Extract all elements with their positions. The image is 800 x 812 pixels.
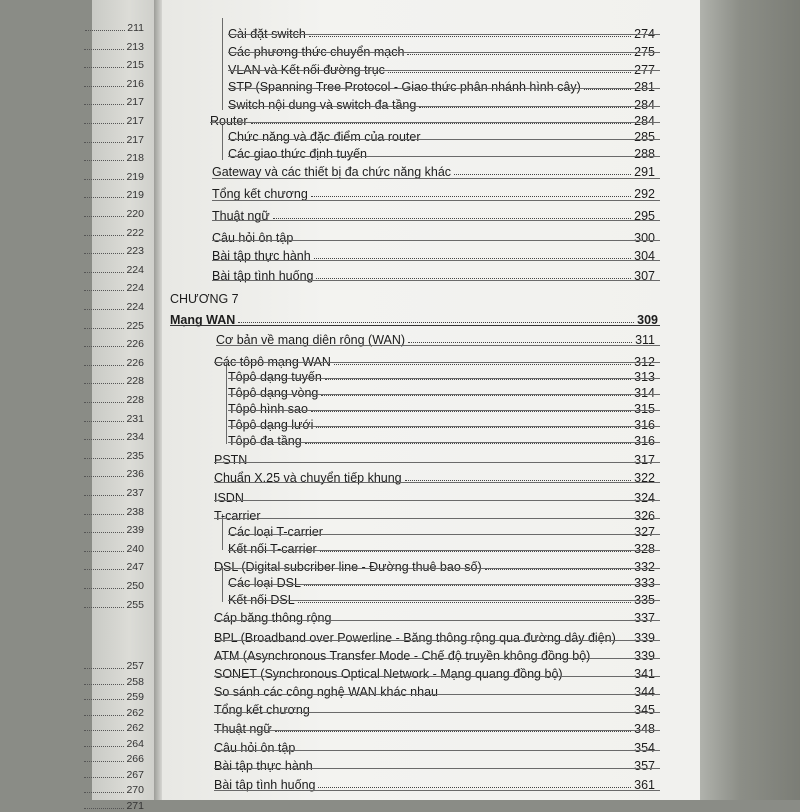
- dot-leader: [304, 585, 631, 586]
- toc-entry-page: 333: [634, 576, 655, 590]
- facing-page-number: 231: [126, 412, 144, 425]
- toc-entry: [214, 681, 655, 699]
- toc-entry: [228, 430, 655, 448]
- entry-underline: [214, 730, 660, 731]
- toc-entry: [214, 627, 655, 645]
- toc-entry-label: Tôpô dạng vòng: [228, 386, 319, 400]
- toc-entry-page: 292: [634, 187, 655, 201]
- entry-underline: [212, 260, 660, 261]
- toc-entry-page: 312: [634, 355, 655, 369]
- toc-entry-label: Tổng kết chương: [214, 703, 310, 717]
- facing-page-number: 236: [126, 468, 144, 481]
- facing-page-number: 239: [126, 524, 144, 537]
- entry-underline: [228, 426, 660, 427]
- facing-page-number: 218: [126, 152, 144, 165]
- toc-entry-page: 335: [634, 593, 655, 607]
- entry-underline: [228, 70, 660, 71]
- facing-page-number: 235: [126, 449, 144, 462]
- facing-page-number: 225: [126, 319, 144, 332]
- entry-underline: [228, 139, 660, 140]
- toc-entry-page: 354: [634, 741, 655, 755]
- dot-leader: [318, 787, 631, 788]
- toc-entry-page: 314: [634, 386, 655, 400]
- facing-page-number: 217: [126, 96, 144, 109]
- facing-page-number: 216: [126, 77, 144, 90]
- dot-leader: [419, 107, 631, 108]
- entry-underline: [212, 240, 660, 241]
- facing-page-edge: [92, 0, 154, 812]
- toc-entry-page: 341: [634, 667, 655, 681]
- chapter-title: Mạng WAN: [170, 313, 236, 327]
- toc-entry: [228, 538, 655, 556]
- entry-underline: [214, 620, 660, 621]
- toc-entry-page: 315: [634, 402, 655, 416]
- toc-entry-page: 339: [634, 649, 655, 663]
- toc-entry-label: Tổng kết chương: [212, 187, 308, 201]
- dot-leader: [405, 480, 632, 481]
- toc-entry-label: Các loại DSL: [228, 576, 301, 590]
- toc-entry-page: 307: [634, 269, 655, 283]
- facing-page-number: 220: [126, 208, 144, 220]
- section-bar: [222, 124, 223, 160]
- toc-entry-page: 357: [634, 759, 655, 773]
- dot-leader: [311, 196, 631, 197]
- toc-entry-page: 317: [634, 453, 655, 467]
- toc-entry-label: SONET (Synchronous Optical Network - Mạng quang đồng bộ): [214, 667, 563, 681]
- toc-entry-page: 274: [634, 27, 655, 41]
- entry-underline: [228, 106, 660, 107]
- entry-underline: [214, 362, 660, 363]
- dot-leader: [298, 602, 631, 603]
- dot-leader: [321, 395, 631, 396]
- dot-leader: [408, 342, 632, 343]
- dot-leader: [309, 36, 631, 37]
- facing-page-number: 237: [126, 487, 144, 499]
- toc-entry-label: VLAN và Kết nối đường trục: [228, 63, 385, 77]
- toc-entry-label: Thuật ngữ: [212, 209, 270, 223]
- facing-page-number: 234: [126, 431, 144, 444]
- facing-page-number: 219: [126, 189, 144, 202]
- toc-entry-label: Tôpô dạng lưới: [228, 418, 314, 432]
- toc-entry-label: T-carrier: [214, 509, 261, 523]
- background-surface: [700, 0, 800, 800]
- facing-page-number: 213: [126, 40, 144, 53]
- toc-entry: [212, 161, 655, 179]
- toc-entry-label: Bài tập thực hành: [214, 759, 313, 773]
- toc-entry: [228, 572, 655, 590]
- toc-entry-page: 281: [634, 80, 655, 94]
- facing-page-number: 262: [126, 706, 144, 719]
- dot-leader: [485, 569, 632, 570]
- toc-entry-label: Cài đặt switch: [228, 27, 306, 41]
- toc-entry: [214, 737, 655, 755]
- facing-page-number: 217: [126, 133, 144, 146]
- entry-underline: [214, 482, 660, 483]
- toc-entry-page: 348: [634, 722, 655, 736]
- toc-entry: [214, 699, 655, 717]
- toc-entry: [214, 487, 655, 505]
- toc-entry-label: Bài tập thực hành: [212, 249, 311, 263]
- entry-underline: [212, 280, 660, 281]
- toc-entry-label: Các giao thức định tuyến: [228, 147, 368, 161]
- toc-entry-label: So sánh các công nghệ WAN khác nhau: [214, 685, 438, 699]
- facing-page-number: 215: [126, 59, 144, 72]
- entry-underline: [228, 156, 660, 157]
- dot-leader: [314, 258, 631, 259]
- entry-underline: [214, 750, 660, 751]
- facing-page-number: 211: [127, 22, 144, 34]
- toc-entry-label: Kết nối DSL: [228, 593, 295, 607]
- toc-entry-label: Bài tập tình huống: [214, 778, 316, 792]
- facing-page-number: 259: [126, 691, 144, 703]
- dot-leader: [275, 731, 631, 732]
- dot-leader: [311, 411, 631, 412]
- entry-underline: [214, 568, 660, 569]
- section-bar: [222, 18, 223, 110]
- toc-entry-page: 328: [634, 542, 655, 556]
- facing-page-number: 264: [126, 737, 144, 750]
- entry-underline: [214, 768, 660, 769]
- toc-entry-page: 288: [634, 147, 655, 161]
- toc-entry-label: Switch nội dung và switch đa tầng: [228, 98, 417, 112]
- facing-page-number: 255: [126, 598, 144, 611]
- toc-entry-label: PSTN: [214, 453, 248, 467]
- dot-leader: [584, 89, 631, 90]
- toc-entry: [214, 449, 655, 467]
- toc-entry-page: 295: [634, 209, 655, 223]
- facing-page-number: 240: [126, 542, 144, 555]
- entry-underline: [214, 500, 660, 501]
- dot-leader: [320, 551, 631, 552]
- entry-underline: [214, 462, 660, 463]
- facing-page-number: 257: [126, 660, 144, 672]
- dot-leader: [273, 218, 631, 219]
- toc-entry-label: Bài tập tình huống: [212, 269, 314, 283]
- toc-entry: [214, 645, 655, 663]
- entry-underline: [214, 658, 660, 659]
- entry-underline: [212, 200, 660, 201]
- facing-page-number: 250: [126, 580, 144, 592]
- dot-leader: [305, 443, 631, 444]
- facing-page-number: 270: [126, 784, 144, 796]
- entry-underline: [214, 676, 660, 677]
- facing-page-number: 219: [126, 170, 144, 183]
- toc-entry: [214, 663, 655, 681]
- toc-entry-page: 316: [634, 418, 655, 432]
- toc-entry-page: 316: [634, 434, 655, 448]
- entry-underline: [228, 88, 660, 89]
- toc-entry-label: Chuẩn X.25 và chuyển tiếp khung: [214, 471, 402, 485]
- toc-entry-page: 275: [634, 45, 655, 59]
- facing-page-number: 224: [126, 282, 144, 295]
- toc-entry-label: Các loại T-carrier: [228, 525, 323, 539]
- toc-entry-page: 300: [634, 231, 655, 245]
- entry-underline: [228, 600, 660, 601]
- toc-entry: [228, 59, 655, 77]
- entry-underline: [228, 410, 660, 411]
- facing-page-number: 271: [126, 799, 144, 812]
- entry-underline: [228, 550, 660, 551]
- facing-page-number: 266: [126, 753, 144, 765]
- facing-page-number: 224: [126, 301, 144, 313]
- entry-underline: [216, 345, 660, 346]
- toc-entry-page: 326: [634, 509, 655, 523]
- toc-entry-label: Thuật ngữ: [214, 722, 272, 736]
- toc-entry-page: 332: [634, 560, 655, 574]
- toc-entry-label: Chức năng và đặc điểm của router: [228, 130, 421, 144]
- toc-entry: [228, 521, 655, 539]
- dot-leader: [454, 174, 631, 175]
- toc-entry: [212, 227, 655, 245]
- toc-entry-label: Cáp băng thông rộng: [214, 611, 332, 625]
- toc-entry: [228, 143, 655, 161]
- facing-page-number: 258: [126, 675, 144, 688]
- toc-entry-page: 285: [634, 130, 655, 144]
- entry-underline: [212, 220, 660, 221]
- toc-entry: [214, 607, 655, 625]
- toc-entry: [214, 718, 655, 736]
- toc-entry-label: ATM (Asynchronous Transfer Mode - Chế độ truyền không đồng bộ): [214, 649, 591, 663]
- facing-page-number: 222: [126, 226, 144, 239]
- toc-entry-label: Câu hỏi ôn tập: [212, 231, 294, 245]
- toc-entry: [228, 41, 655, 59]
- toc-entry-label: Tôpô hình sao: [228, 402, 308, 416]
- toc-entry-label: Các tôpô mạng WAN: [214, 355, 331, 369]
- toc-entry-label: DSL (Digital subcriber line - Đường thuê bao số): [214, 560, 482, 574]
- facing-page-number: 226: [126, 356, 144, 369]
- entry-underline: [228, 442, 660, 443]
- toc-entry-page: 324: [634, 491, 655, 505]
- entry-underline: [228, 378, 660, 379]
- toc-entry-page: 327: [634, 525, 655, 539]
- dot-leader: [388, 72, 631, 73]
- dot-leader: [251, 123, 632, 124]
- entry-underline: [214, 790, 660, 791]
- entry-underline: [228, 52, 660, 53]
- entry-underline: [214, 640, 660, 641]
- facing-page-number: 267: [126, 768, 144, 781]
- toc-entry-label: Các phương thức chuyển mạch: [228, 45, 405, 59]
- facing-page-number: 224: [126, 263, 144, 276]
- entry-underline: [228, 394, 660, 395]
- facing-page-number: 238: [126, 505, 144, 518]
- facing-page-number: 228: [126, 375, 144, 388]
- facing-page-number: 247: [126, 561, 144, 574]
- facing-page-number: 228: [126, 394, 144, 406]
- toc-entry: [228, 589, 655, 607]
- toc-entry-page: 277: [634, 63, 655, 77]
- toc-entry-page: 311: [635, 333, 655, 347]
- entry-underline: [214, 518, 660, 519]
- entry-underline: [210, 122, 660, 123]
- toc-entry-page: 344: [634, 685, 655, 699]
- dot-leader: [407, 54, 631, 55]
- toc-entry: [228, 126, 655, 144]
- dot-leader: [334, 364, 631, 365]
- toc-entry-label: Kết nối T-carrier: [228, 542, 317, 556]
- chapter-rule: [170, 325, 660, 326]
- dot-leader: [316, 278, 631, 279]
- toc-entry: [212, 183, 655, 201]
- entry-underline: [214, 712, 660, 713]
- toc-entry: [214, 755, 655, 773]
- toc-entry-label: Gateway và các thiết bị đa chức năng khác: [212, 165, 452, 179]
- toc-entry-page: 284: [634, 114, 655, 128]
- section-bar: [226, 362, 227, 444]
- toc-entry: [228, 76, 655, 94]
- toc-entry-label: BPL (Broadband over Powerline - Băng thông rộng qua đường dây điện): [214, 631, 616, 645]
- entry-underline: [228, 534, 660, 535]
- entry-underline: [212, 178, 660, 179]
- toc-entry-page: 339: [634, 631, 655, 645]
- toc-entry-page: 322: [634, 471, 655, 485]
- toc-entry-page: 313: [634, 370, 655, 384]
- toc-entry-label: STP (Spanning Tree Protocol - Giao thức phân nhánh hình cây): [228, 80, 581, 94]
- toc-entry-page: 345: [634, 703, 655, 717]
- chapter-title-page: 309: [637, 313, 658, 327]
- chapter-label: CHƯƠNG 7: [170, 292, 239, 306]
- facing-page-number: 217: [126, 115, 144, 127]
- toc-entry-page: 304: [634, 249, 655, 263]
- facing-page-number: 223: [126, 245, 144, 258]
- toc-entry-label: Tôpô đa tầng: [228, 434, 302, 448]
- toc-entry-page: 361: [634, 778, 655, 792]
- dot-leader: [238, 322, 634, 323]
- toc-entry-label: Cơ bản về mạng diện rộng (WAN): [216, 333, 406, 347]
- toc-entry-label: Tôpô dạng tuyến: [228, 370, 322, 384]
- toc-entry-page: 291: [634, 165, 655, 179]
- facing-page-number: 226: [126, 338, 144, 351]
- dot-leader: [325, 379, 631, 380]
- toc-entry-page: 337: [634, 611, 655, 625]
- toc-entry-label: Câu hỏi ôn tập: [214, 741, 296, 755]
- entry-underline: [228, 34, 660, 35]
- facing-page-number: 262: [126, 722, 144, 734]
- toc-entry: [228, 23, 655, 41]
- toc-entry-page: 284: [634, 98, 655, 112]
- toc-entry-label: ISDN: [214, 491, 244, 505]
- entry-underline: [214, 694, 660, 695]
- entry-underline: [228, 584, 660, 585]
- dot-leader: [316, 427, 631, 428]
- toc-entry-label: Router: [210, 114, 248, 128]
